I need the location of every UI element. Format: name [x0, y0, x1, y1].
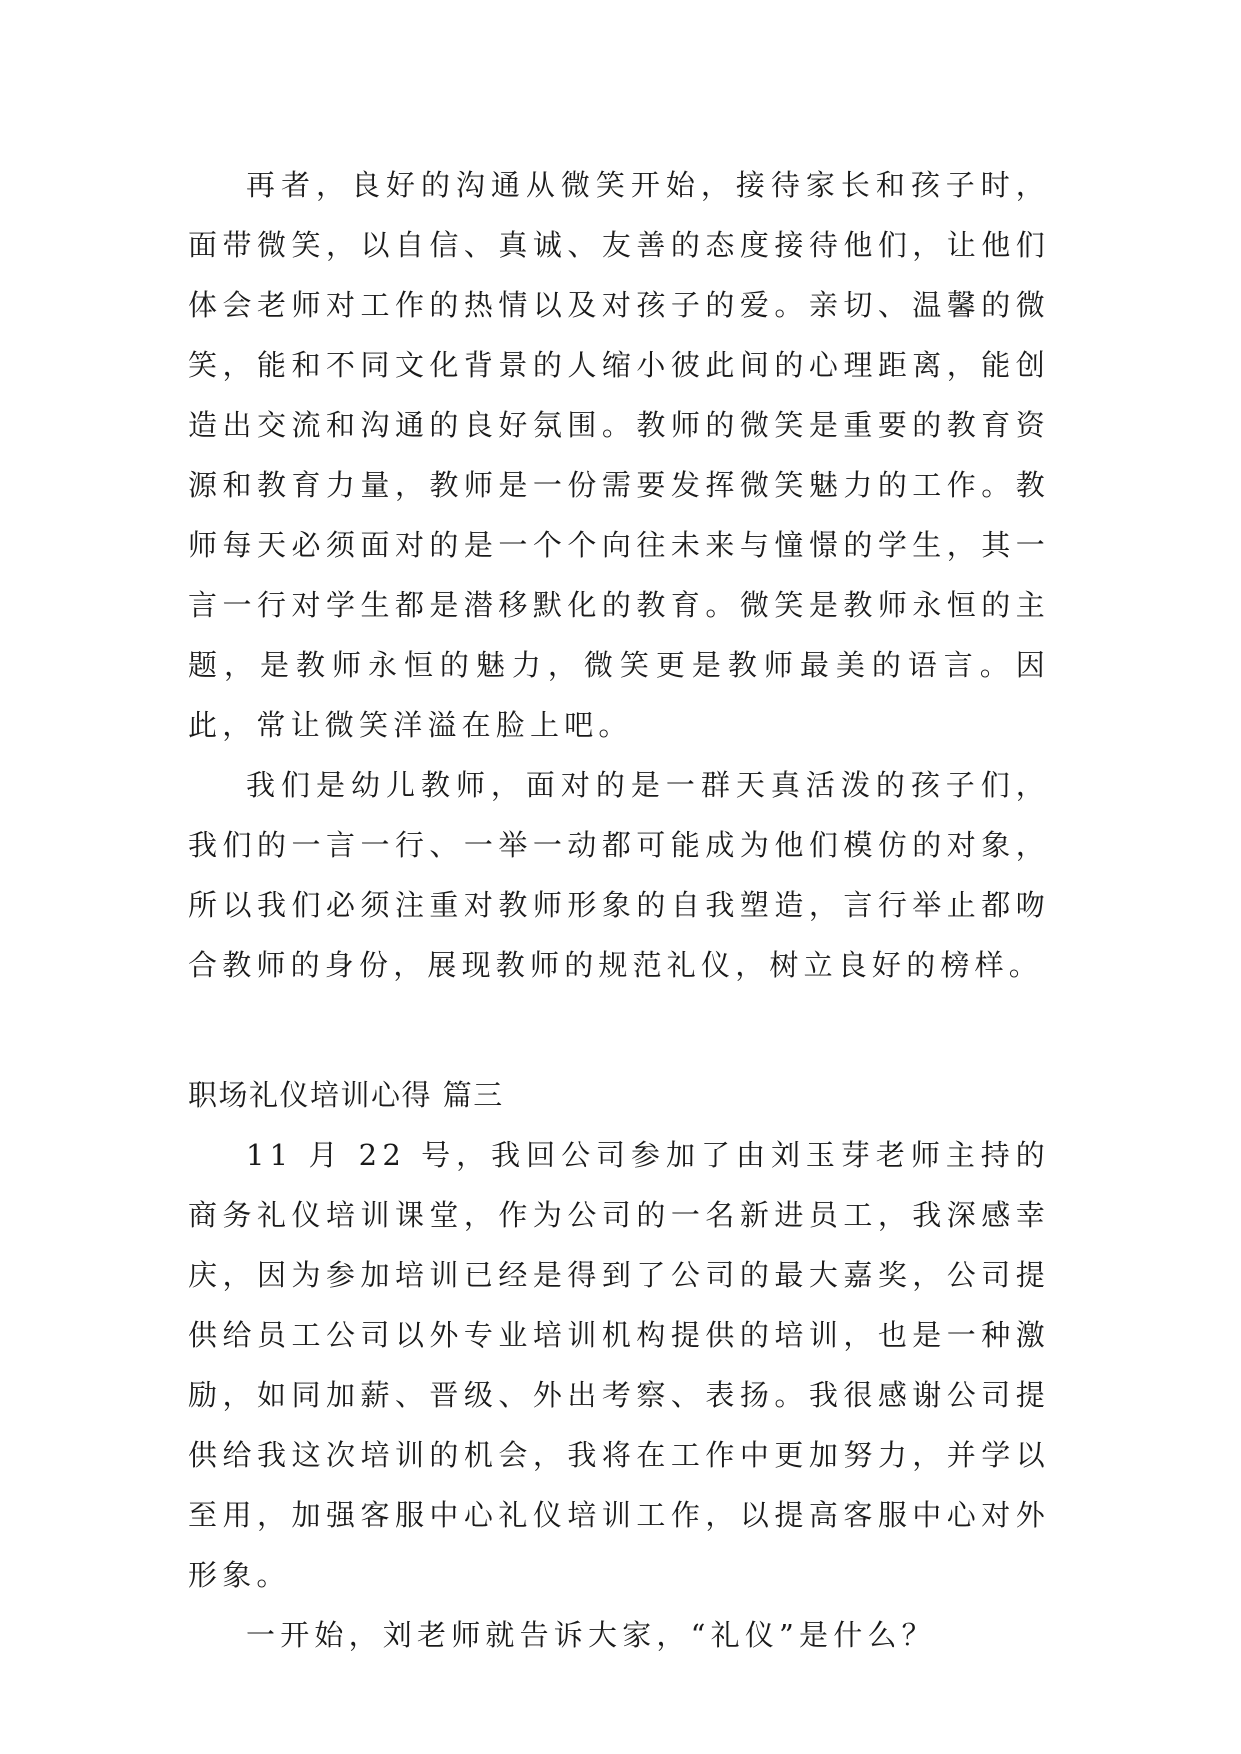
paragraph-etiquette-training: 11 月 22 号，我回公司参加了由刘玉芽老师主持的商务礼仪培训课堂，作为公司的一名新进员工，我深感幸庆，因为参加培训已经是得到了公司的最大嘉奖，公司提供给员工公司以外专业培训机构提供的培训，也是一种激励，如同加薪、晋级、外出考察、表扬。我很感谢公司提供给我这次培训的机会，我将在工作中更加努力，并学以至用，加强客服中心礼仪培训工作，以提高客服中心对外形象。	[188, 1138, 1050, 1592]
paragraph-what-is-etiquette: 一开始，刘老师就告诉大家，“礼仪”是什么？	[246, 1618, 936, 1652]
paragraph-smile-communication: 再者，良好的沟通从微笑开始，接待家长和孩子时，面带微笑，以自信、真诚、友善的态度接待他们，让他们体会老师对工作的热情以及对孩子的爱。亲切、温馨的微笑，能和不同文化背景的人缩小彼此间的心理距离，能创造出交流和沟通的良好氛围。教师的微笑是重要的教育资源和教育力量，教师是一份需要发挥微笑魅力的工作。教师每天必须面对的是一个个向往未来与憧憬的学生，其一言一行对学生都是潜移默化的教育。微笑是教师永恒的主题，是教师永恒的魅力，微笑更是教师最美的语言。因此，常让微笑洋溢在脸上吧。	[188, 168, 1050, 742]
section-heading: 职场礼仪培训心得 篇三	[188, 1078, 504, 1112]
document-body	[188, 155, 1050, 1665]
paragraph-preschool-teacher: 我们是幼儿教师，面对的是一群天真活泼的孩子们，我们的一言一行、一举一动都可能成为他们模仿的对象，所以我们必须注重对教师形象的自我塑造，言行举止都吻合教师的身份，展现教师的规范礼仪，树立良好的榜样。	[188, 768, 1050, 982]
